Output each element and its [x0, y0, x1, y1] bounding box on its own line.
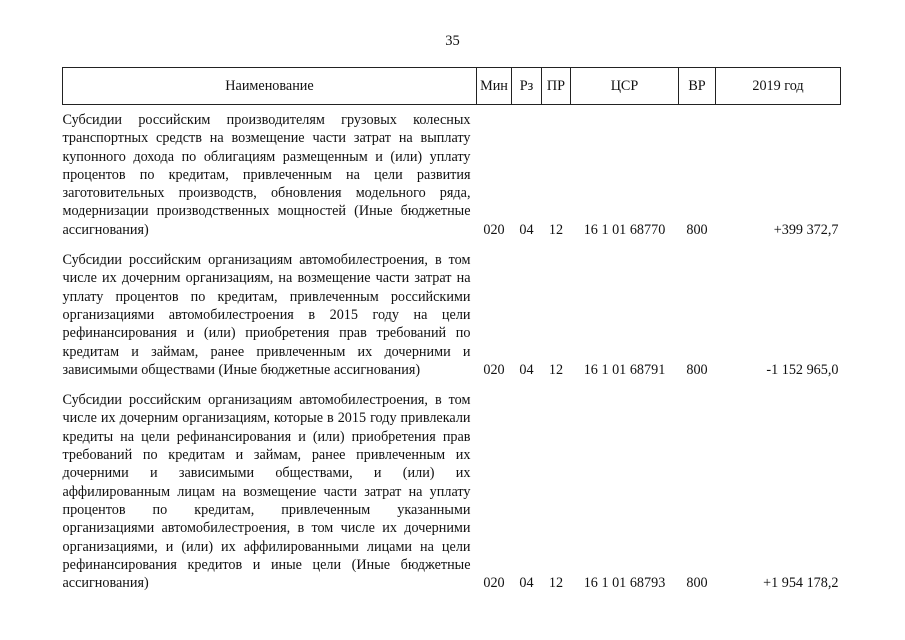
header-name: Наименование [63, 68, 477, 105]
page-number: 35 [445, 33, 460, 49]
row-pr: 12 [548, 575, 564, 592]
row-name: Субсидии российским производителям грузовых колесных транспортных средств на возмещение части затрат на выплату купонного дохода по облигациям размещенным и (или) уплату процентов по кредитам, привлеченным на цели развития заготовительных производств, обновления модельного ряда, модернизации производственных мощностей (Иные бюджетные ассигнования) [62, 112, 471, 238]
row-min: 020 [483, 362, 505, 379]
row-name: Субсидии российским организациям автомобилестроения, в том числе их дочерним организациям, на возмещение части затрат на уплату процентов по кредитам, привлеченным российскими организациями автомобилестроения в 2015 году на цели рефинансирования и (или) приобретения прав требований по кредитам и займам, ранее привлеченным их дочерними и зависимыми обществами (Иные бюджетные ассигнования) [62, 252, 471, 378]
row-name: Субсидии российским организациям автомобилестроения, в том числе их дочерним организациям, которые в 2015 году привлекали кредиты на цели рефинансирования и (или) приобретения прав требований по кредитам и займам, ранее привлеченным их дочерними и зависимыми обществами, и (или) их аффилированным лицам на возмещение части затрат на уплату процентов по кредитам, привлеченным указанными организациями автомобилестроения, в том числе их дочерними организациями, и (или) их аффилированными лицами на цели рефинансирования кредитов и иные цели (Иные бюджетные ассигнования) [62, 392, 471, 592]
row-csr: 16 1 01 68791 [583, 362, 666, 379]
table-row [63, 105, 841, 240]
row-amount: +399 372,7 [773, 222, 839, 239]
table-row [63, 379, 841, 592]
row-pr: 12 [548, 362, 564, 379]
row-amount: +1 954 178,2 [763, 575, 839, 592]
table-header-row [63, 68, 841, 105]
header-rz: Рз [512, 68, 542, 105]
header-csr: ЦСР [571, 68, 679, 105]
header-vr: ВР [679, 68, 716, 105]
row-amount: -1 152 965,0 [766, 362, 839, 379]
row-csr: 16 1 01 68793 [583, 575, 666, 592]
row-min: 020 [483, 575, 505, 592]
row-rz: 04 [519, 362, 534, 379]
table-row [63, 239, 841, 379]
row-vr: 800 [686, 222, 708, 239]
header-pr: ПР [542, 68, 571, 105]
row-vr: 800 [686, 362, 708, 379]
row-min: 020 [483, 222, 505, 239]
header-min: Мин [477, 68, 512, 105]
row-rz: 04 [519, 575, 534, 592]
row-csr: 16 1 01 68770 [583, 222, 666, 239]
budget-table [62, 67, 841, 592]
row-pr: 12 [548, 222, 564, 239]
header-year: 2019 год [716, 68, 841, 105]
row-vr: 800 [686, 575, 708, 592]
row-rz: 04 [519, 222, 534, 239]
